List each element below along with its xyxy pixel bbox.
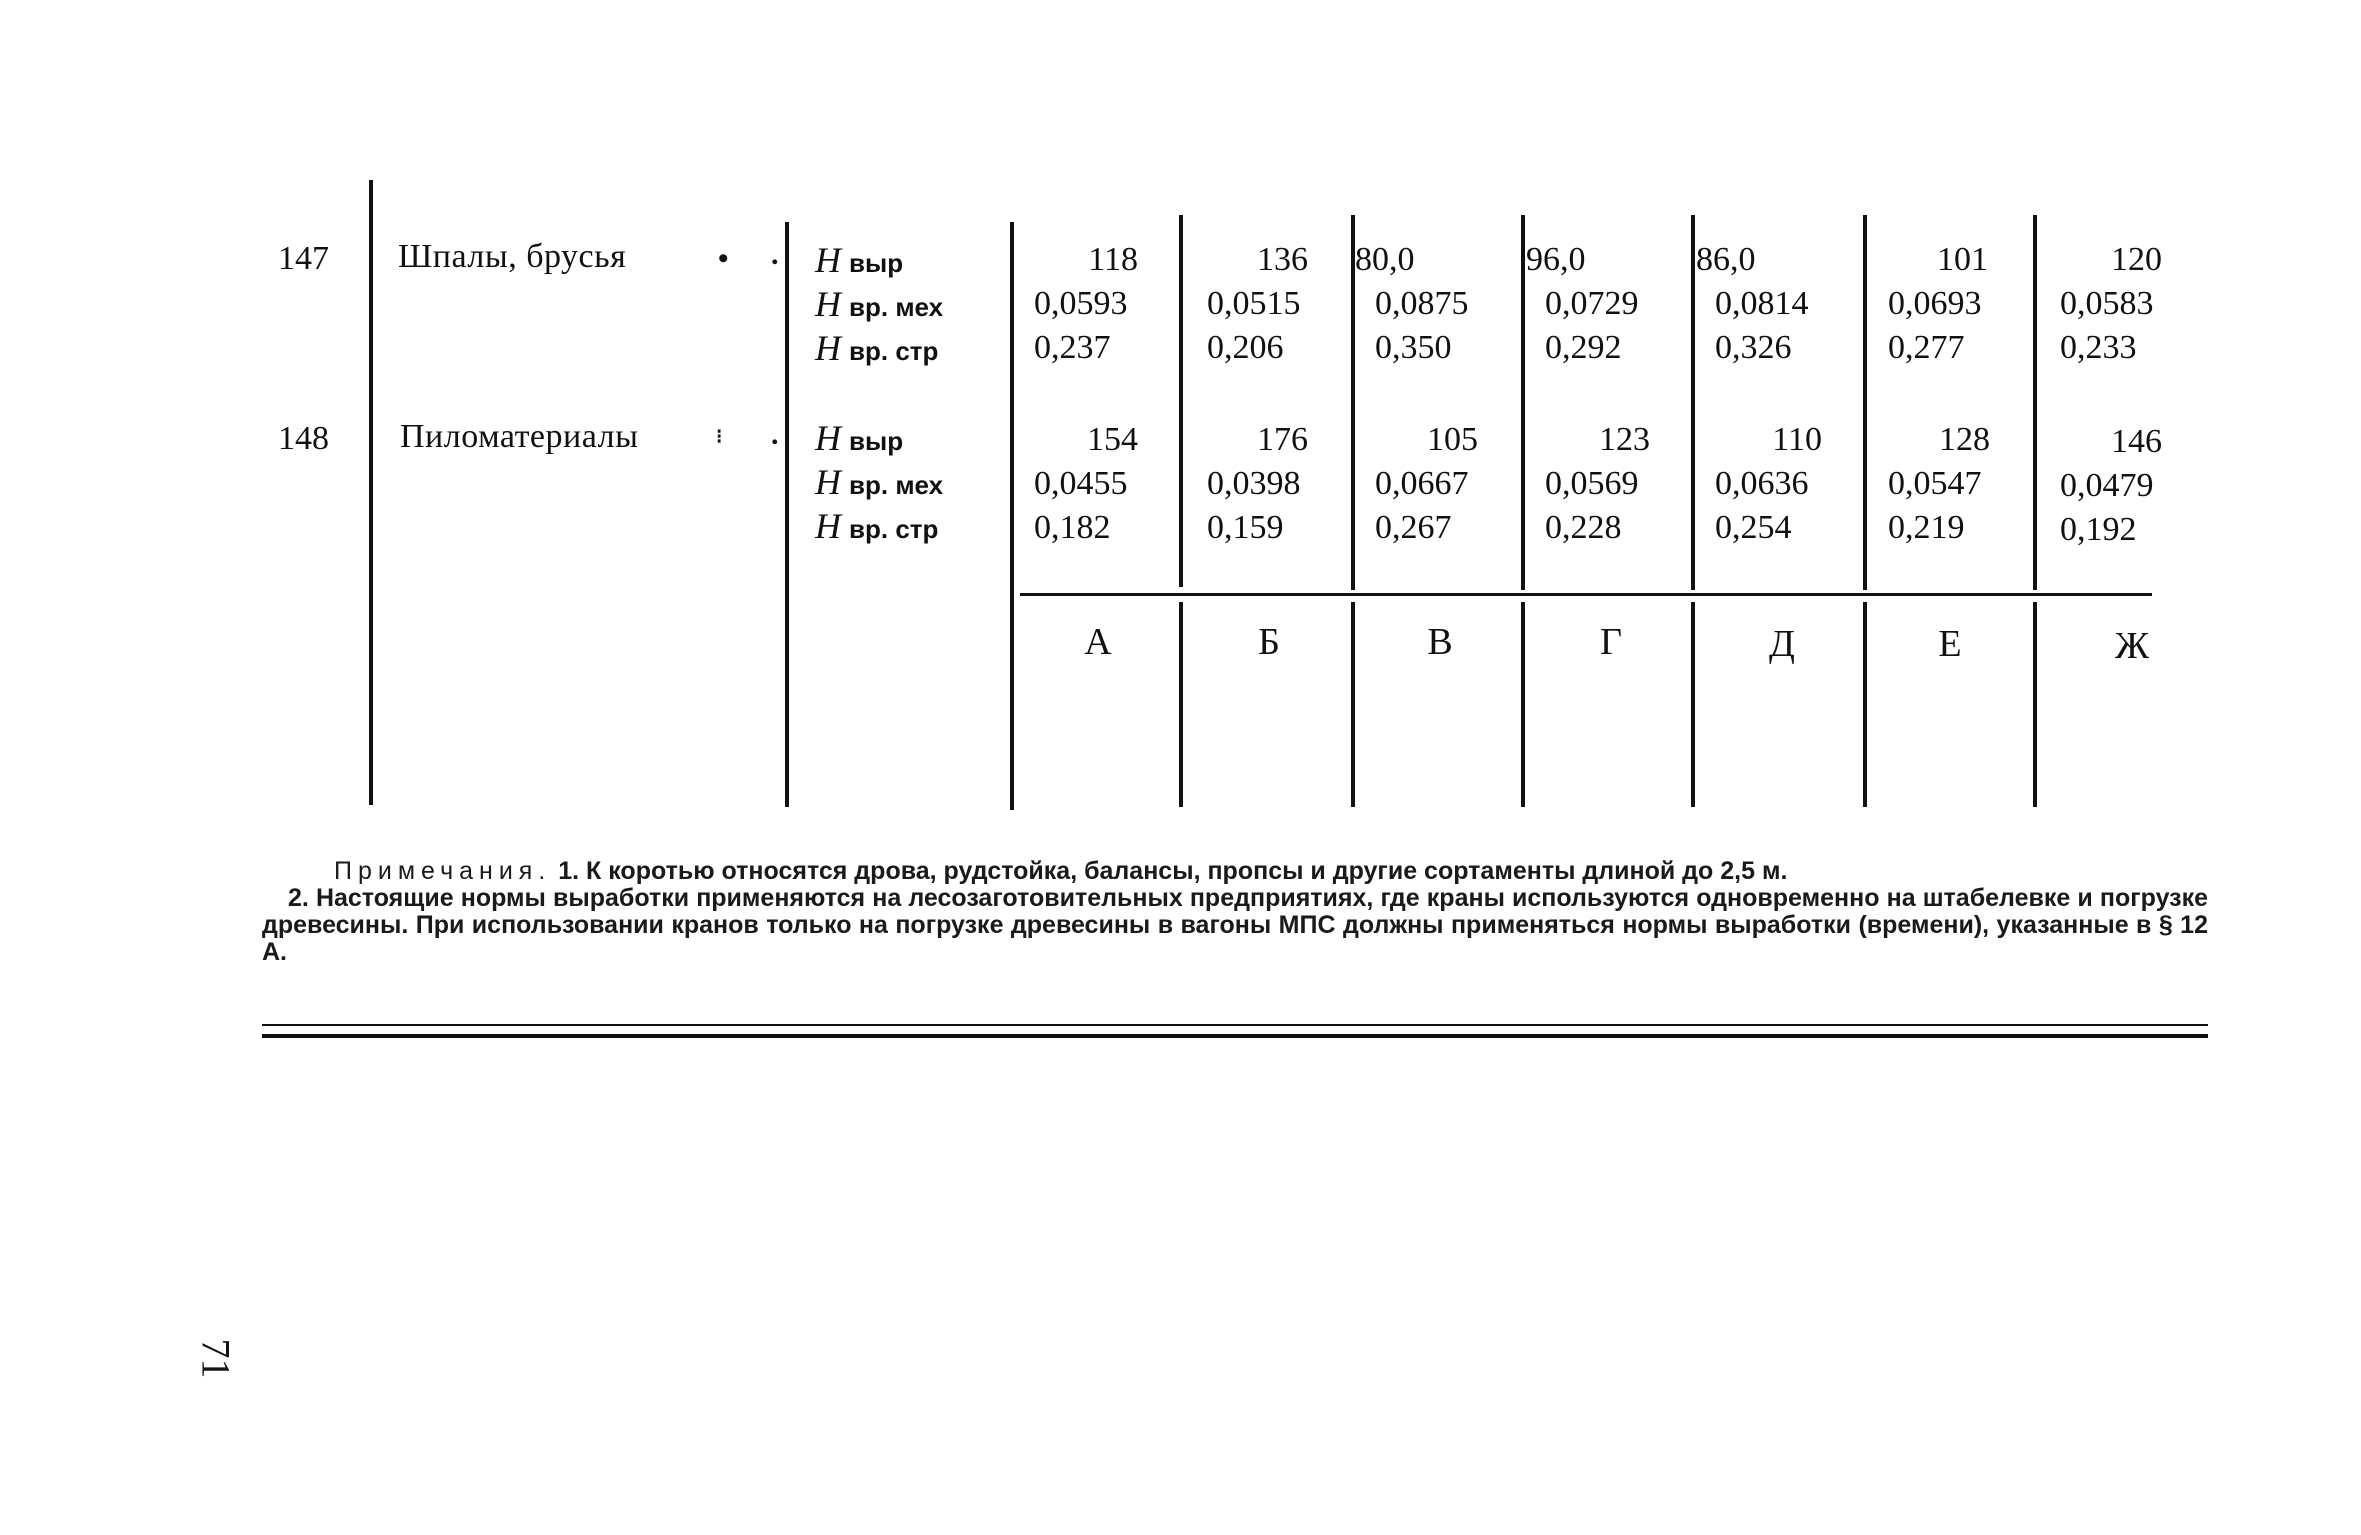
rule-after-name (785, 222, 789, 807)
page-number: 71 (193, 1338, 239, 1379)
leader-dot: . (771, 418, 779, 451)
value-cell: 0,292 (1545, 329, 1622, 366)
metric-label: Н вр. стр (815, 506, 939, 546)
value-cell: 110 (1772, 421, 1822, 458)
rule-col-f-low (2033, 602, 2037, 807)
value-cell: 0,206 (1207, 329, 1284, 366)
column-label: Б (1258, 621, 1280, 663)
value-cell: 0,219 (1888, 509, 1965, 546)
value-cell: 0,237 (1034, 329, 1111, 366)
metric-label: Н вр. мех (815, 462, 944, 502)
row-number: 147 (278, 240, 329, 277)
value-cell: 0,0583 (2060, 285, 2154, 322)
value-cell: 146 (2111, 423, 2162, 460)
value-cell: 0,182 (1034, 509, 1111, 546)
leader-dot: . (771, 238, 779, 271)
value-cell: 118 (1088, 241, 1138, 278)
column-label: Ж (2114, 625, 2150, 667)
value-cell: 0,0875 (1375, 285, 1469, 322)
column-label: В (1427, 621, 1453, 663)
header-rule (1020, 593, 2152, 596)
metric-label: Н выр (815, 240, 904, 280)
value-cell: 0,0569 (1545, 465, 1639, 502)
value-cell: 80,0 (1355, 241, 1415, 278)
column-label: Е (1938, 623, 1962, 665)
notes-heading: Примечания. (334, 857, 552, 885)
value-cell: 0,228 (1545, 509, 1622, 546)
value-cell: 105 (1427, 421, 1478, 458)
value-cell: 0,0729 (1545, 285, 1639, 322)
value-cell: 123 (1599, 421, 1650, 458)
value-cell: 86,0 (1696, 241, 1756, 278)
metric-label: Н вр. стр (815, 328, 939, 368)
notes-block (262, 858, 2208, 966)
rule-col-e (1863, 215, 1867, 590)
value-cell: 0,254 (1715, 509, 1792, 546)
value-cell: 0,0398 (1207, 465, 1301, 502)
rule-col-a (1179, 215, 1183, 587)
value-cell: 101 (1937, 241, 1988, 278)
rule-col-f (2033, 215, 2037, 590)
row-name: Шпалы, брусья (398, 238, 627, 275)
rule-after-number (369, 180, 373, 805)
value-cell: 0,267 (1375, 509, 1452, 546)
value-cell: 136 (1257, 241, 1308, 278)
value-cell: 0,350 (1375, 329, 1452, 366)
note-2: 2. Настоящие нормы выработки применяются на лесозаготовительных предприятиях, где краны используются одновременно на штабелевке и погрузке древесины. При использовании кранов только на погрузке древесины в вагоны МПС должны применяться нормы выработки (времени), указанные в § 12 А. (262, 884, 2208, 966)
rule-col-d-low (1691, 602, 1695, 807)
value-cell: 128 (1939, 421, 1990, 458)
leader-dot: ⁝ (716, 426, 723, 448)
value-cell: 0,277 (1888, 329, 1965, 366)
column-label: А (1084, 621, 1112, 663)
value-cell: 0,326 (1715, 329, 1792, 366)
value-cell: 0,0636 (1715, 465, 1809, 502)
value-cell: 0,159 (1207, 509, 1284, 546)
bottom-rule-thin (262, 1024, 2208, 1026)
row-name: Пиломатериалы (400, 418, 639, 455)
metric-label: Н вр. мех (815, 284, 944, 324)
note-1-text: 1. К коротью относятся дрова, рудстойка, балансы, пропсы и другие сортаменты длиной до 2,5 м. (558, 857, 1788, 885)
rule-after-metric (1010, 222, 1014, 810)
bottom-rule-thick (262, 1034, 2208, 1038)
value-cell: 176 (1257, 421, 1308, 458)
rule-col-c-low (1521, 602, 1525, 807)
column-label: Д (1769, 623, 1795, 665)
leader-dot: • (718, 242, 729, 275)
value-cell: 0,0547 (1888, 465, 1982, 502)
value-cell: 0,0667 (1375, 465, 1469, 502)
metric-label: Н выр (815, 418, 904, 458)
value-cell: 96,0 (1526, 241, 1586, 278)
value-cell: 0,0814 (1715, 285, 1809, 322)
value-cell: 154 (1087, 421, 1138, 458)
rule-col-c (1521, 215, 1525, 590)
value-cell: 0,233 (2060, 329, 2137, 366)
value-cell: 120 (2111, 241, 2162, 278)
value-cell: 0,0693 (1888, 285, 1982, 322)
rule-col-e-low (1863, 602, 1867, 807)
value-cell: 0,0593 (1034, 285, 1128, 322)
value-cell: 0,0455 (1034, 465, 1128, 502)
column-label: Г (1600, 621, 1622, 663)
rule-col-a-low (1179, 602, 1183, 807)
value-cell: 0,0515 (1207, 285, 1301, 322)
row-number: 148 (278, 420, 329, 457)
rule-col-b-low (1351, 602, 1355, 807)
rule-col-d (1691, 215, 1695, 590)
note-1 (262, 858, 2208, 885)
value-cell: 0,0479 (2060, 467, 2154, 504)
value-cell: 0,192 (2060, 511, 2137, 548)
